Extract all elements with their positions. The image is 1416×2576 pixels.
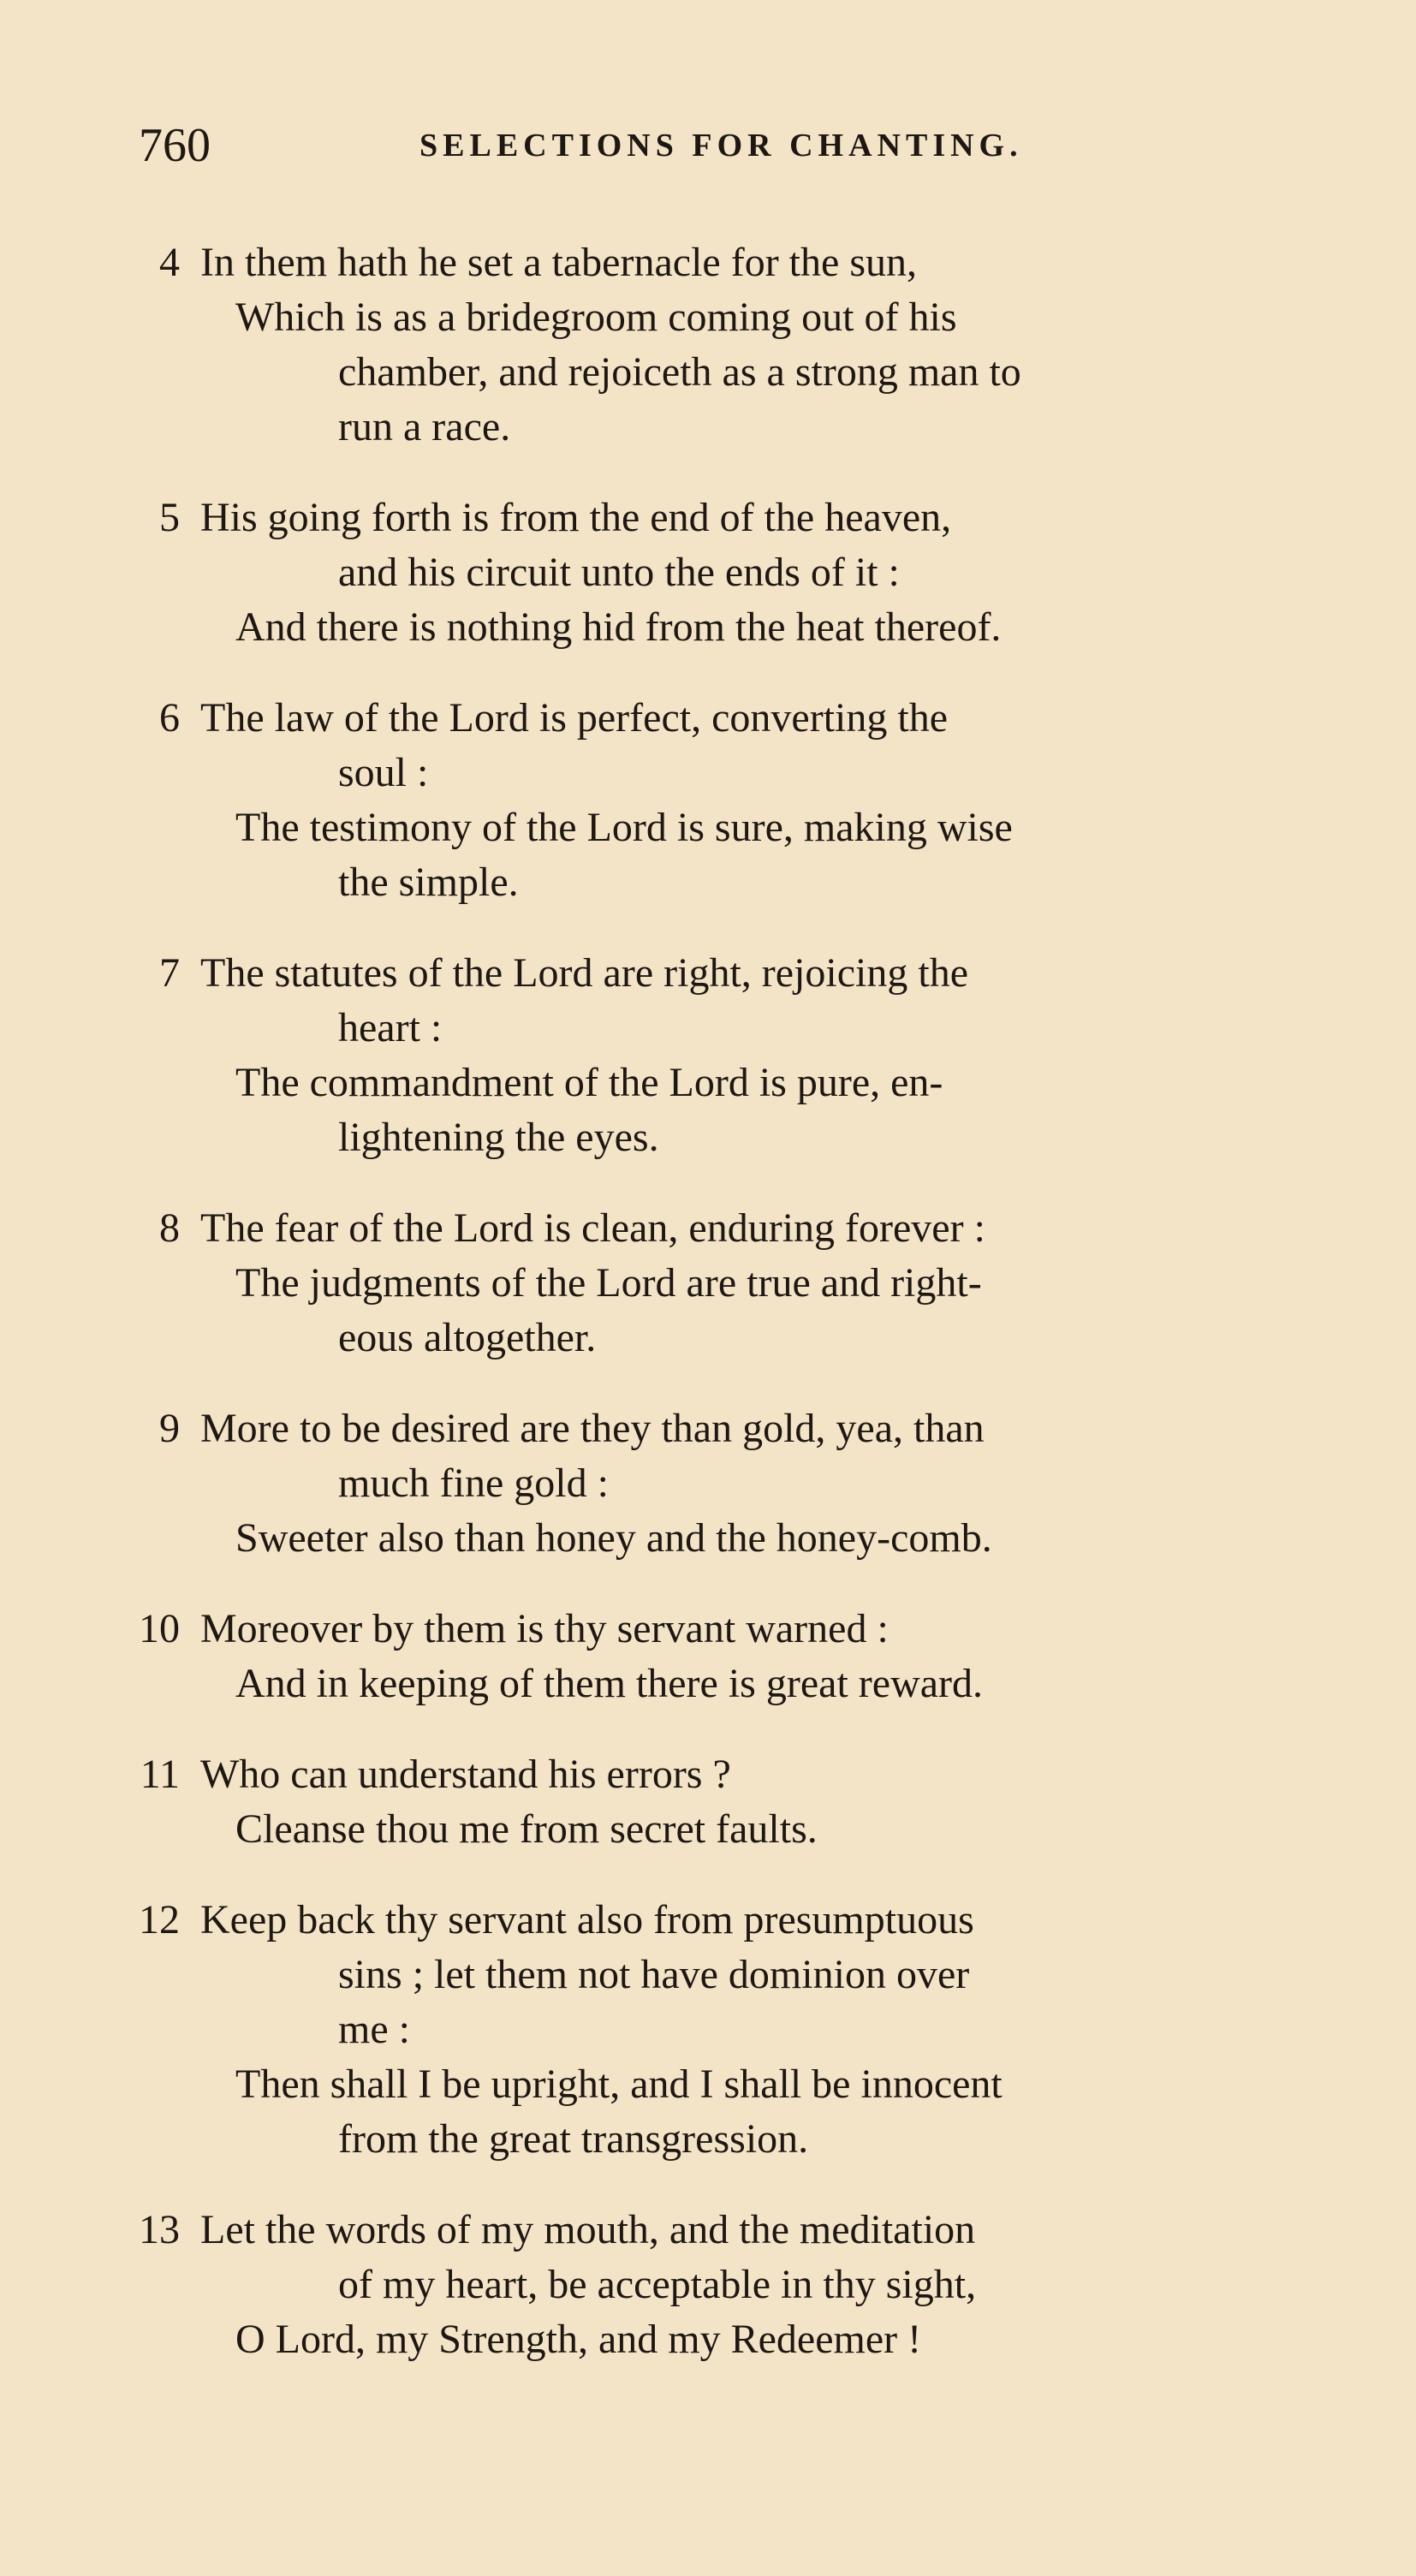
verse [0,491,1416,655]
verse-line: of my heart, be acceptable in thy sight, [338,2262,977,2307]
verse-line: eous altogether. [338,1315,597,1360]
verse-line: Which is as a bridegroom coming out of his [235,294,957,340]
verse [0,946,1416,1165]
verse-number: 12 [139,1897,180,1942]
verse-line: More to be desired are they than gold, yea, than [200,1406,985,1451]
verse-number: 5 [159,495,180,540]
verse-line: much fine gold : [338,1461,609,1506]
page-number: 760 [139,119,211,172]
verse-line: and his circuit unto the ends of it : [338,550,900,595]
verse-line: In them hath he set a tabernacle for the sun, [200,240,917,285]
verse-line: Keep back thy servant also from presumptuous [200,1897,974,1942]
verse-line: The testimony of the Lord is sure, making wise [235,805,1013,850]
verse [0,1201,1416,1365]
verse-line: Then shall I be upright, and I shall be innocent [235,2061,1003,2107]
verse-line: The statutes of the Lord are right, rejoicing the [200,950,969,996]
verse-number: 7 [159,950,180,996]
verse-number: 10 [139,1606,180,1651]
verse-line: lightening the eyes. [338,1115,659,1160]
verse [0,1747,1416,1857]
verse-line: me : [338,2007,410,2052]
verse [0,1602,1416,1711]
verse-line: heart : [338,1005,443,1050]
verse-line: Moreover by them is thy servant warned : [200,1606,889,1651]
verse [0,691,1416,910]
page-header [0,120,1416,171]
verse-line: soul : [338,750,429,795]
verse-number: 9 [159,1406,180,1451]
verse-line: from the great transgression. [338,2116,809,2162]
verse [0,1893,1416,2167]
verse [0,235,1416,455]
running-head: SELECTIONS FOR CHANTING. [419,128,1023,164]
verse-line: Let the words of my mouth, and the meditation [200,2207,976,2252]
verse-list [0,235,1416,2403]
verse-line: Cleanse thou me from secret faults. [235,1806,818,1852]
verse-number: 13 [139,2207,180,2252]
verse-number: 8 [159,1205,180,1251]
verse-line: the simple. [338,860,519,905]
verse-line: chamber, and rejoiceth as a strong man to [338,349,1021,395]
verse-line: The judgments of the Lord are true and right- [235,1260,982,1306]
verse-line: O Lord, my Strength, and my Redeemer ! [235,2317,922,2362]
verse-line: The commandment of the Lord is pure, en- [235,1060,943,1105]
verse-line: The law of the Lord is perfect, converting the [200,695,948,741]
verse-line: And there is nothing hid from the heat thereof. [235,604,1002,650]
verse-line: And in keeping of them there is great reward. [235,1661,984,1706]
verse [0,2203,1416,2367]
verse-line: The fear of the Lord is clean, enduring forever : [200,1205,985,1251]
verse-line: sins ; let them not have dominion over [338,1952,970,1997]
verse-line: Who can understand his errors ? [200,1752,731,1797]
verse-number: 6 [159,695,180,741]
verse-line: Sweeter also than honey and the honey-comb. [235,1515,992,1561]
verse-number: 11 [140,1752,180,1797]
verse-line: run a race. [338,404,511,449]
verse-line: His going forth is from the end of the heaven, [200,495,952,540]
verse-number: 4 [159,240,180,285]
verse [0,1401,1416,1566]
